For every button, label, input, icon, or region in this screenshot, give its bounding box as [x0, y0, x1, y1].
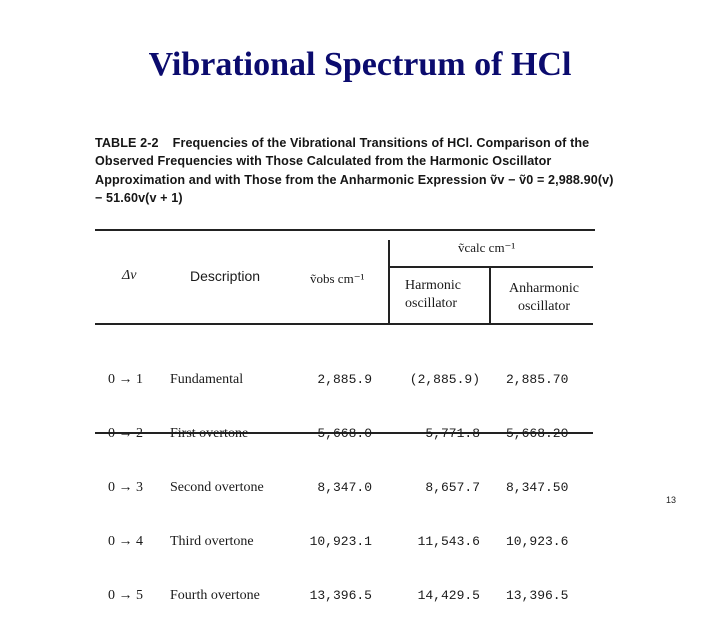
table-cell: 14,429.5: [417, 588, 480, 603]
table-row: 0 → 5: [108, 588, 143, 603]
table-row: 0 → 3: [108, 480, 143, 495]
table-cell: 2,885.70: [506, 372, 569, 387]
slide-title: Vibrational Spectrum of HCl: [148, 46, 572, 83]
col-harmonic: [404, 335, 480, 623]
table-row: 0 → 2: [108, 426, 143, 441]
header-harmonic: Harmonic oscillator: [405, 278, 461, 311]
table-cell: 8,657.7: [425, 480, 480, 495]
table-cell: 10,923.6: [506, 534, 569, 549]
table-cell: Third overtone: [170, 534, 254, 549]
table-caption: [95, 134, 615, 207]
table-cell: 5,771.8: [425, 426, 480, 441]
page-number: 13: [666, 495, 677, 505]
table-cell: First overtone: [170, 426, 249, 441]
header-observed: ṽobs cm⁻¹: [310, 271, 365, 286]
col-description: [170, 335, 264, 623]
header-description: Description: [190, 268, 261, 284]
table-cell: 11,543.6: [417, 534, 480, 549]
table-row: 0 → 4: [108, 534, 143, 549]
table-label: TABLE 2-2: [95, 136, 159, 150]
table-caption-text: Frequencies of the Vibrational Transitions of HCl. Comparison of the Observed Frequencies with Those Calculated from the Harmonic Oscillator Approximation and with Those from the Anharmonic Expression ṽv − ṽ0 = 2,988.90(v) − 51.60v(v + 1): [95, 136, 614, 205]
header-anharmonic: Anharmonic oscillator: [509, 281, 579, 314]
header-calc-group: ṽcalc cm⁻¹: [458, 240, 516, 255]
header-bottom-rule: [95, 323, 593, 325]
table-top-rule: [95, 229, 595, 231]
table-cell: 8,347.0: [317, 480, 372, 495]
table-cell: Fundamental: [170, 372, 244, 387]
table-cell: 5,668.20: [506, 426, 569, 441]
table-cell: Fourth overtone: [170, 588, 260, 603]
table-cell: 2,885.9: [317, 372, 372, 387]
table-row: 0 → 1: [108, 372, 143, 387]
calc-group-rule: [388, 266, 593, 268]
table-cell: 5,668.0: [317, 426, 372, 441]
table-cell: 10,923.1: [309, 534, 372, 549]
table-cell: 8,347.50: [506, 480, 569, 495]
table-cell: Second overtone: [170, 480, 264, 495]
col-anharmonic: [506, 335, 580, 623]
col-delta-v: [108, 335, 143, 623]
table-cell: 13,396.5: [506, 588, 569, 603]
table-cell: 13,396.5: [309, 588, 372, 603]
column-divider: [489, 268, 491, 323]
table-cell: (2,885.9): [409, 372, 480, 387]
calc-left-divider: [388, 240, 390, 324]
header-delta-v: Δv: [122, 268, 137, 283]
col-observed: [306, 335, 372, 623]
